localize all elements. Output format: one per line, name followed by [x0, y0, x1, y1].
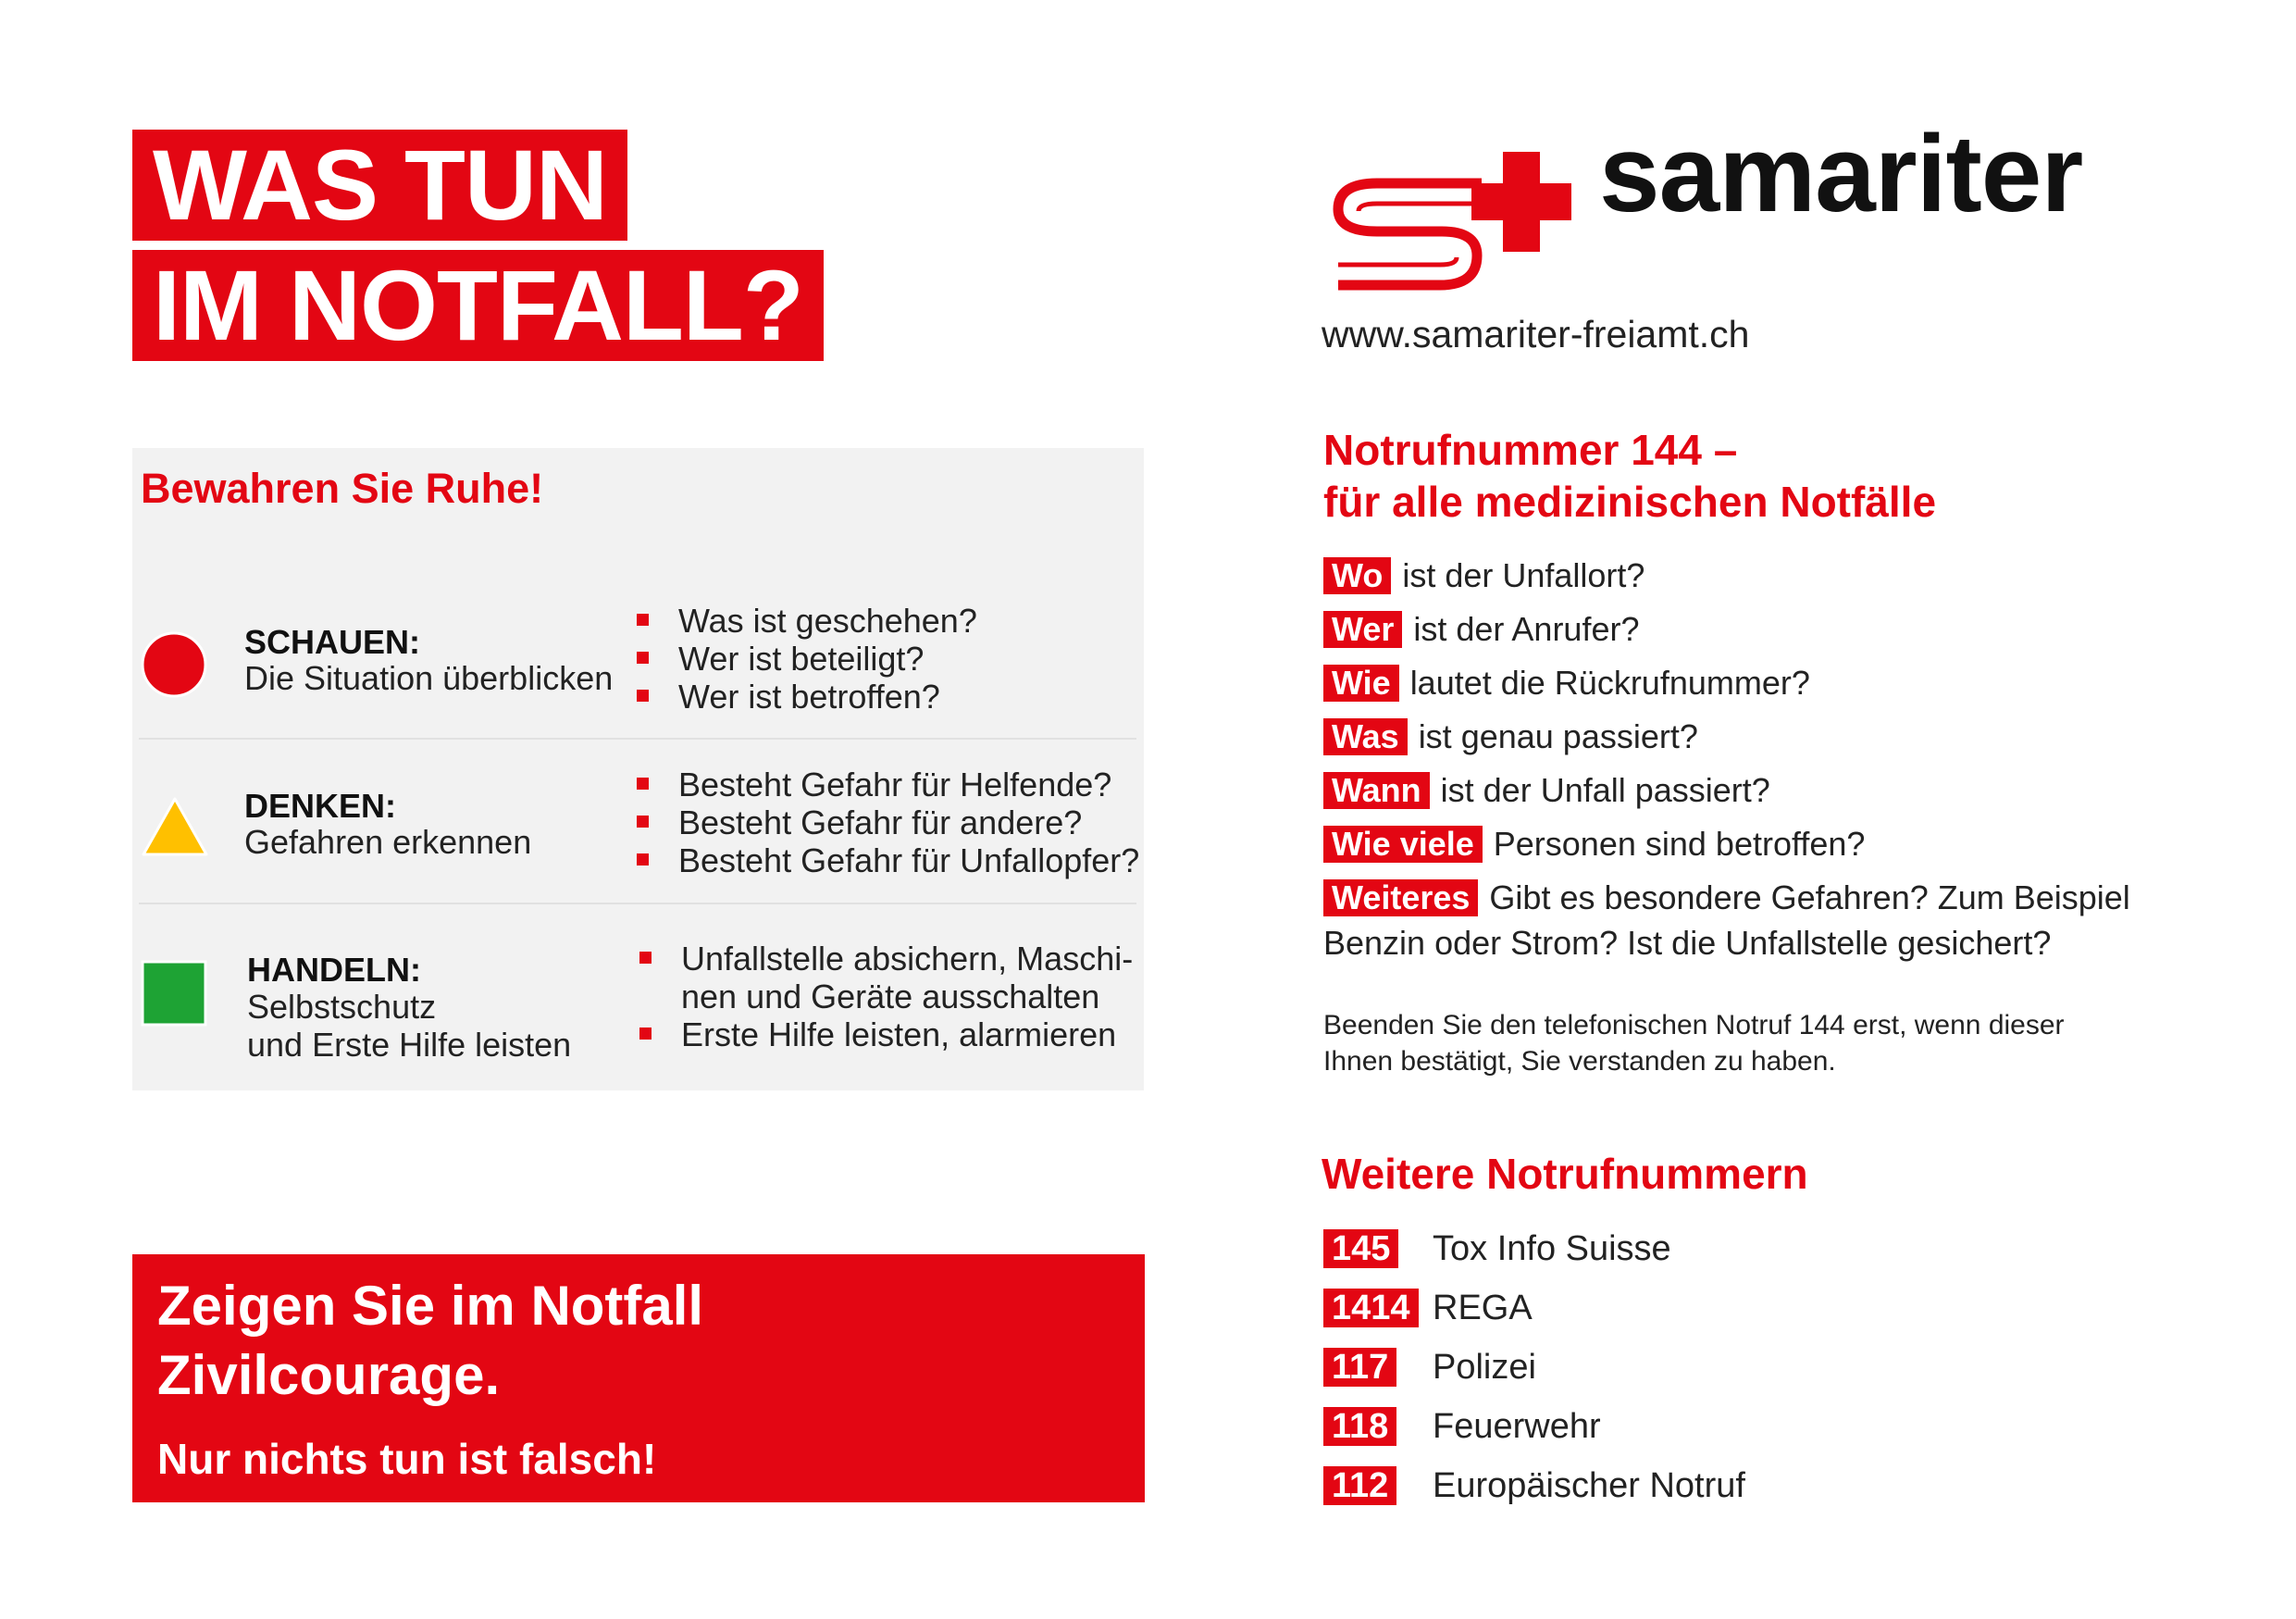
cta-line-2: Zivilcourage. [157, 1344, 501, 1406]
more-numbers-title: Weitere Notrufnummern [1322, 1150, 1808, 1198]
question-tag: Wie [1323, 665, 1399, 702]
question-tag: Weiteres [1323, 879, 1478, 916]
brand-name: samariter [1599, 113, 2083, 235]
question-text: Personen sind betroffen? [1493, 825, 1866, 863]
brand-url[interactable]: www.samariter-freiamt.ch [1322, 313, 1750, 355]
step-subtitle-schauen: Die Situation überblicken [244, 659, 614, 697]
bullet-item: Wer ist betroffen? [678, 678, 940, 716]
question-row [1323, 878, 2130, 917]
number-tag: 145 [1323, 1229, 1398, 1268]
number-tag: 118 [1323, 1407, 1396, 1446]
number-label: REGA [1433, 1289, 1533, 1327]
bullet-item: Was ist geschehen? [678, 602, 977, 640]
number-label: Feuerwehr [1433, 1407, 1601, 1446]
emergency-note [1323, 1007, 2175, 1079]
question-row [1323, 664, 1810, 703]
question-tag: Wo [1323, 557, 1391, 594]
bullet-item: Besteht Gefahr für andere? [678, 803, 1083, 841]
step-title-schauen: SCHAUEN: [244, 623, 421, 661]
question-row [1323, 717, 1698, 756]
question-text: ist der Unfallort? [1402, 556, 1645, 594]
question-tag: Wie viele [1323, 826, 1483, 863]
bullet-item: Wer ist beteiligt? [678, 640, 925, 678]
step-divider [139, 903, 1136, 904]
number-tag: 1414 [1323, 1289, 1419, 1327]
yellow-triangle-icon [141, 796, 209, 857]
bullet-item: Erste Hilfe leisten, alarmieren [681, 1015, 1117, 1053]
headline-line-2: IM NOTFALL? [132, 250, 824, 361]
emergency-note-line-1: Beenden Sie den telefonischen Notruf 144 erst, wenn dieser [1323, 1010, 2065, 1040]
number-label: Polizei [1433, 1348, 1536, 1387]
step-subtitle-handeln: und Erste Hilfe leisten [247, 1026, 572, 1064]
cta-line-1: Zeigen Sie im Notfall [157, 1275, 704, 1337]
question-row [1323, 556, 1644, 595]
question-tag: Wann [1323, 772, 1430, 809]
samariter-s-cross-logo [1329, 146, 1588, 296]
headline-line-1: WAS TUN [132, 130, 627, 241]
bullet-item: Besteht Gefahr für Unfallopfer? [678, 841, 1140, 879]
green-square-icon [141, 960, 207, 1027]
cta-line-3: Nur nichts tun ist falsch! [157, 1435, 657, 1483]
question-row [1323, 610, 1639, 649]
bullet-item: Unfallstelle absichern, Maschi- [681, 940, 1134, 978]
bullet-item-continuation: nen und Geräte ausschalten [681, 978, 1100, 1015]
question-text: ist der Unfall passiert? [1440, 771, 1770, 809]
calm-panel-title: Bewahren Sie Ruhe! [141, 465, 544, 512]
step-subtitle-denken: Gefahren erkennen [244, 823, 532, 861]
question-tag: Wer [1323, 611, 1402, 648]
step-title-denken: DENKEN: [244, 787, 397, 825]
emergency-title-line-2: für alle medizinischen Notfälle [1323, 478, 1937, 526]
step-divider [139, 738, 1136, 740]
question-row [1323, 825, 1865, 864]
question-text: ist genau passiert? [1418, 717, 1698, 755]
question-text: lautet die Rückrufnummer? [1409, 664, 1810, 702]
step-title-handeln: HANDELN: [247, 951, 421, 989]
step-subtitle-handeln: Selbstschutz [247, 988, 437, 1026]
emergency-title-line-1: Notrufnummer 144 – [1323, 426, 1738, 474]
question-continuation: Benzin oder Strom? Ist die Unfallstelle gesichert? [1323, 924, 2052, 962]
question-text: ist der Anrufer? [1413, 610, 1640, 648]
question-row [1323, 771, 1770, 810]
number-tag: 117 [1323, 1348, 1396, 1387]
number-label: Europäischer Notruf [1433, 1466, 1745, 1505]
question-tag: Was [1323, 718, 1408, 755]
question-text: Gibt es besondere Gefahren? Zum Beispiel [1489, 878, 2130, 916]
emergency-note-line-2: Ihnen bestätigt, Sie verstanden zu haben. [1323, 1046, 1836, 1077]
red-circle-icon [141, 631, 207, 698]
number-tag: 112 [1323, 1466, 1396, 1505]
number-label: Tox Info Suisse [1433, 1229, 1671, 1268]
bullet-item: Besteht Gefahr für Helfende? [678, 766, 1112, 803]
